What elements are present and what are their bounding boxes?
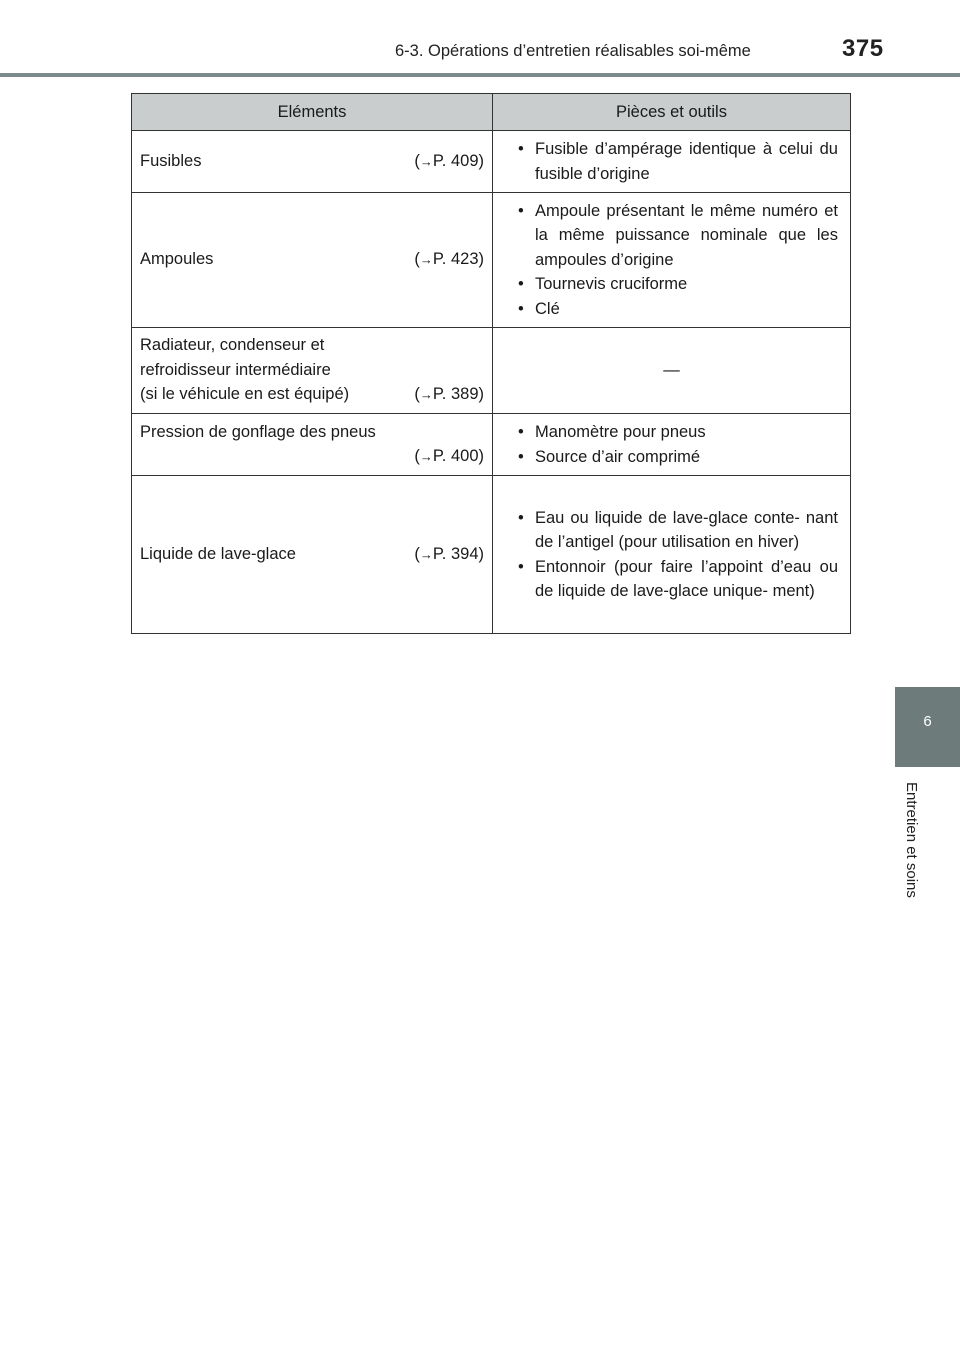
list-item: • Entonnoir (pour faire l’appoint d’eau ou de liquide de lave-glace unique- ment)	[518, 555, 838, 604]
item-label: Fusibles	[140, 151, 202, 170]
chapter-label	[898, 782, 928, 922]
column-header-parts: Pièces et outils	[493, 94, 851, 131]
page-reference: (→P. 389)	[414, 385, 484, 404]
arrow-right-icon: →	[419, 449, 433, 464]
item-label: Pression de gonflage des pneus	[140, 422, 376, 441]
table-row	[132, 328, 851, 414]
item-label: (si le véhicule en est équipé)	[140, 385, 350, 404]
item-cell	[132, 414, 493, 476]
page-number: 375	[842, 35, 884, 62]
item-label: Ampoules	[140, 250, 214, 269]
parts-cell	[493, 328, 851, 414]
item-label: Liquide de lave-glace	[140, 544, 296, 563]
list-item: • Tournevis cruciforme	[518, 272, 838, 297]
parts-list	[501, 506, 842, 604]
list-item: • Eau ou liquide de lave-glace conte- nant de l’antigel (pour utilisation en hiver)	[518, 506, 838, 555]
item-cell	[132, 193, 493, 328]
list-item: • Clé	[518, 297, 838, 322]
item-label: Radiateur, condenseur et	[140, 336, 325, 355]
item-label: refroidisseur intermédiaire	[140, 360, 331, 379]
chapter-number: 6	[923, 713, 932, 730]
parts-list	[501, 420, 842, 469]
empty-dash: —	[663, 361, 680, 380]
list-item: • Fusible d’ampérage identique à celui du fusible d’origine	[518, 137, 838, 186]
arrow-right-icon: →	[419, 546, 433, 562]
list-item: • Manomètre pour pneus	[518, 420, 838, 445]
section-title: 6-3. Opérations d’entretien réalisables soi-même	[395, 42, 751, 60]
page-reference: (→P. 409)	[414, 151, 484, 170]
maintenance-parts-table	[131, 93, 851, 634]
parts-list	[501, 199, 842, 322]
arrow-right-icon: →	[419, 252, 433, 268]
table-row	[132, 476, 851, 634]
parts-list	[501, 137, 842, 186]
parts-cell	[493, 476, 851, 634]
item-cell	[132, 476, 493, 634]
item-cell	[132, 328, 493, 414]
list-item: • Ampoule présentant le même numéro et la même puissance nominale que les ampoules d’origine	[518, 199, 838, 273]
table-header-row	[132, 94, 851, 131]
column-header-elements: Eléments	[132, 94, 493, 131]
page-reference: (→P. 423)	[414, 250, 484, 269]
header-rule	[0, 73, 960, 77]
table-row	[132, 131, 851, 193]
chapter-label-text: Entretien et soins	[903, 782, 920, 898]
table-row	[132, 414, 851, 476]
arrow-right-icon: →	[419, 387, 433, 403]
list-item: • Source d’air comprimé	[518, 445, 838, 470]
parts-cell	[493, 414, 851, 476]
page-reference: (→P. 394)	[414, 544, 484, 563]
chapter-tab	[895, 687, 960, 767]
parts-cell	[493, 131, 851, 193]
page-reference: (→P. 400)	[414, 447, 484, 465]
item-cell	[132, 131, 493, 193]
table-row	[132, 193, 851, 328]
parts-cell	[493, 193, 851, 328]
arrow-right-icon: →	[419, 153, 433, 169]
